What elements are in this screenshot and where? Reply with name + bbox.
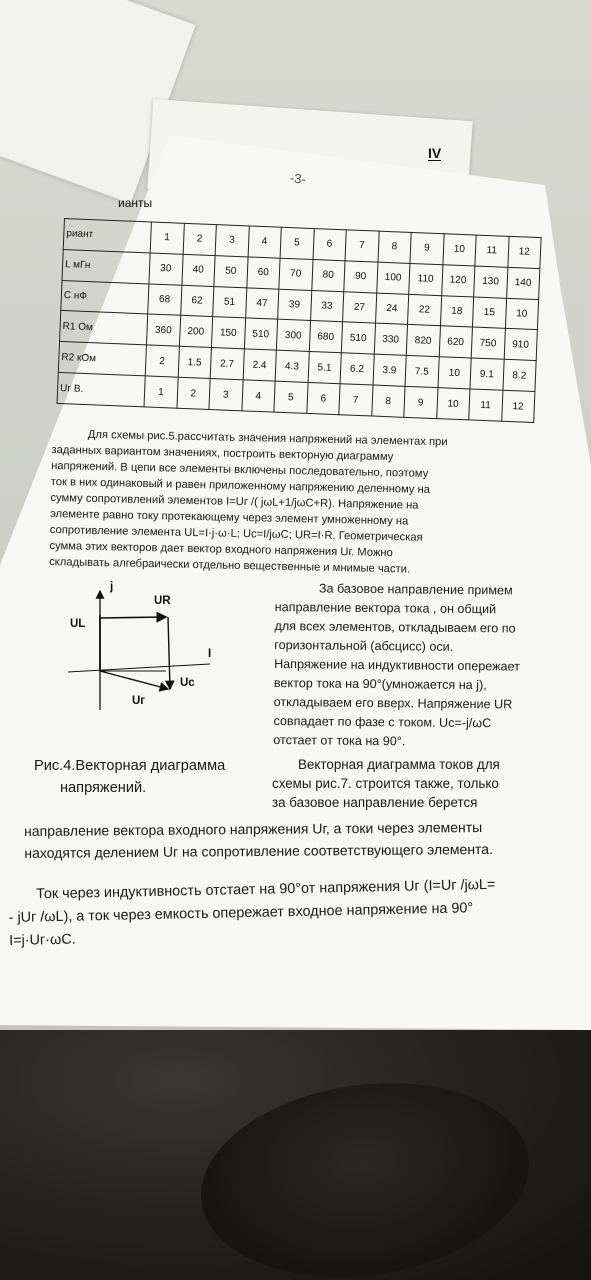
paragraph-base-direction	[273, 579, 521, 753]
text-line: направление вектора входного напряжения Uг, а токи через элементы	[24, 819, 483, 839]
table-cell: 33	[310, 290, 344, 322]
table-cell: 15	[472, 297, 506, 329]
table-cell: 150	[211, 317, 245, 349]
table-cell: 3.9	[373, 354, 407, 386]
table-cell: 510	[341, 322, 375, 354]
text-line: отстает от тока на 90°.	[273, 732, 406, 749]
row-label: C нФ	[61, 280, 149, 314]
page-number: -3-	[289, 170, 307, 187]
row-label: L мГн	[62, 249, 150, 283]
table-cell: 12	[501, 390, 535, 422]
table-cell: 10	[442, 234, 476, 266]
table-title: ианты	[118, 196, 153, 210]
row-label: R1 Ом	[60, 311, 148, 345]
text-line: ток в них одинаковый и равен приложенному напряжению деленному на	[50, 475, 431, 496]
table-cell: 2	[145, 345, 179, 377]
table-cell: 300	[276, 320, 310, 352]
text-line: откладываем его вверх. Напряжение UR	[273, 694, 513, 712]
table-cell: 6	[313, 229, 347, 261]
table-cell: 820	[406, 325, 440, 357]
table-cell: 70	[279, 258, 313, 290]
table-cell: 8.2	[502, 360, 536, 392]
table-cell: 90	[344, 261, 378, 293]
table-header-label: риант	[63, 219, 151, 253]
text-line: за базовое направление берется	[272, 795, 478, 810]
table-cell: 330	[374, 324, 408, 356]
table-cell: 60	[246, 257, 280, 289]
text-line: для всех элементов, откладываем его по	[274, 618, 516, 636]
table-cell: 30	[149, 253, 183, 285]
text-line: I=j·Uг·ωC.	[9, 931, 76, 949]
text-line: складывать алгебраически отдельно вещественные и мнимые части.	[49, 555, 411, 576]
label-ul: UL	[70, 618, 86, 630]
table-cell: 3	[215, 225, 249, 257]
uc-vector	[168, 617, 170, 689]
table-cell: 7	[339, 384, 373, 416]
table-cell: 2	[176, 377, 210, 409]
table-cell: 22	[407, 294, 441, 326]
text-line: вектор тока на 90°(умножается на j),	[273, 675, 487, 693]
table-cell: 4	[248, 226, 282, 258]
ur-vector	[100, 617, 166, 618]
table-cell: 110	[409, 263, 443, 295]
table-cell: 10	[505, 298, 539, 330]
table-cell: 5	[274, 381, 308, 413]
paragraph-intro	[49, 426, 448, 578]
text-line: - jUг /ωL), а ток через емкость опережает входное напряжение на 90°	[8, 900, 474, 926]
table-cell: 6	[306, 383, 340, 415]
table-cell: 9.1	[470, 358, 504, 390]
table-cell: 40	[181, 254, 215, 286]
text-line: схемы рис.7. строится также, только	[272, 776, 499, 791]
text-line: находятся делением Uг на сопротивление соответствующего элемента.	[24, 840, 494, 861]
paragraph-inductance-current	[8, 874, 497, 953]
caption-line: Рис.4.Векторная диаграмма	[34, 758, 226, 774]
table-cell: 120	[441, 265, 475, 297]
text-line: сумму сопротивлений элементов I=Uг /( jωL+1/jωC+R). Напряжение на	[50, 491, 419, 512]
table-cell: 9	[404, 386, 438, 418]
table-cell: 50	[214, 255, 248, 287]
table-cell: 680	[309, 321, 343, 353]
text-line: горизонтальной (абсцисс) оси.	[274, 637, 454, 654]
table-cell: 62	[180, 285, 214, 317]
table-cell: 9	[410, 232, 444, 264]
text-line: За базовое направление примем	[318, 581, 513, 598]
table-cell: 5	[280, 227, 314, 259]
text-line: направление вектора тока , он общий	[274, 599, 497, 617]
label-uc: Uc	[180, 677, 195, 689]
table-cell: 10	[437, 357, 471, 389]
table-cell: 7.5	[405, 356, 439, 388]
figure-caption	[34, 755, 225, 799]
table-cell: 80	[311, 259, 345, 291]
table-cell: 1.5	[178, 347, 212, 379]
table-cell: 910	[504, 329, 538, 361]
label-ug: Uг	[132, 695, 146, 707]
table-cell: 11	[469, 389, 503, 421]
table-cell: 510	[244, 318, 278, 350]
table-cell: 100	[376, 262, 410, 294]
table-cell: 7	[345, 230, 379, 262]
text-line: Векторная диаграмма токов для	[298, 757, 500, 772]
roman-numeral: IV	[428, 145, 442, 161]
table-cell: 2.4	[243, 349, 277, 381]
vector-diagram	[60, 581, 230, 715]
table-cell: 39	[278, 289, 312, 321]
text-line: элементе равно току протекающему через элемент умноженному на	[50, 507, 409, 528]
table-cell: 11	[475, 235, 509, 267]
label-j: j	[110, 581, 114, 593]
table-cell: 140	[506, 267, 540, 299]
table-cell: 1	[150, 222, 184, 254]
paragraph-input-voltage	[24, 816, 493, 864]
table-cell: 8	[371, 385, 405, 417]
table-cell: 68	[148, 284, 182, 316]
table-cell: 6.2	[340, 353, 374, 385]
table-cell: 3	[209, 379, 243, 411]
table-cell: 4	[241, 380, 275, 412]
text-line: заданных вариантом значениях, построить векторную диаграмму	[51, 443, 394, 464]
label-ur: UR	[154, 595, 171, 607]
table-cell: 2	[183, 223, 217, 255]
text-line: Напряжение на индуктивности опережает	[274, 656, 520, 674]
table-cell: 750	[471, 327, 505, 359]
paragraph-current-diagram	[272, 755, 500, 812]
text-line: напряжений. В цепи все элементы включены последовательно, поэтому	[51, 459, 429, 480]
table-cell: 5.1	[308, 352, 342, 384]
table-cell: 8	[377, 231, 411, 263]
table-cell: 130	[474, 266, 508, 298]
table-cell: 51	[213, 286, 247, 318]
ug-vector	[100, 671, 168, 689]
table-cell: 2.7	[210, 348, 244, 380]
text-line: сумма этих векторов дает вектор входного напряжения Uг. Можно	[49, 539, 393, 560]
table-cell: 1	[144, 376, 178, 408]
table-cell: 47	[245, 288, 279, 320]
table-cell: 4.3	[275, 350, 309, 382]
table-cell: 200	[179, 316, 213, 348]
text-line: Ток через индуктивность отстает на 90°от напряжения Uг (I=Uг /jωL=	[36, 876, 496, 903]
text-line: совпадает по фазе с током. Uc=-j/ωC	[273, 713, 492, 731]
table-cell: 27	[343, 291, 377, 323]
table-cell: 620	[439, 326, 473, 358]
row-label: Uг В.	[57, 373, 145, 407]
text-line: Для схемы рис.5.рассчитать значения напряжений на элементах при	[87, 428, 448, 449]
label-i: I	[208, 648, 212, 660]
table-cell: 12	[507, 236, 541, 268]
variants-table	[57, 218, 542, 423]
table-cell: 10	[436, 388, 470, 420]
text-line: сопротивление элемента UL=I·j·ω·L; Uc=I/jωC; UR=I·R. Геометрическая	[49, 523, 423, 544]
table-cell: 24	[375, 293, 409, 325]
table-cell: 18	[440, 295, 474, 327]
table-cell: 360	[146, 314, 180, 346]
row-label: R2 кОм	[58, 342, 146, 376]
caption-line: напряжений.	[60, 780, 147, 796]
